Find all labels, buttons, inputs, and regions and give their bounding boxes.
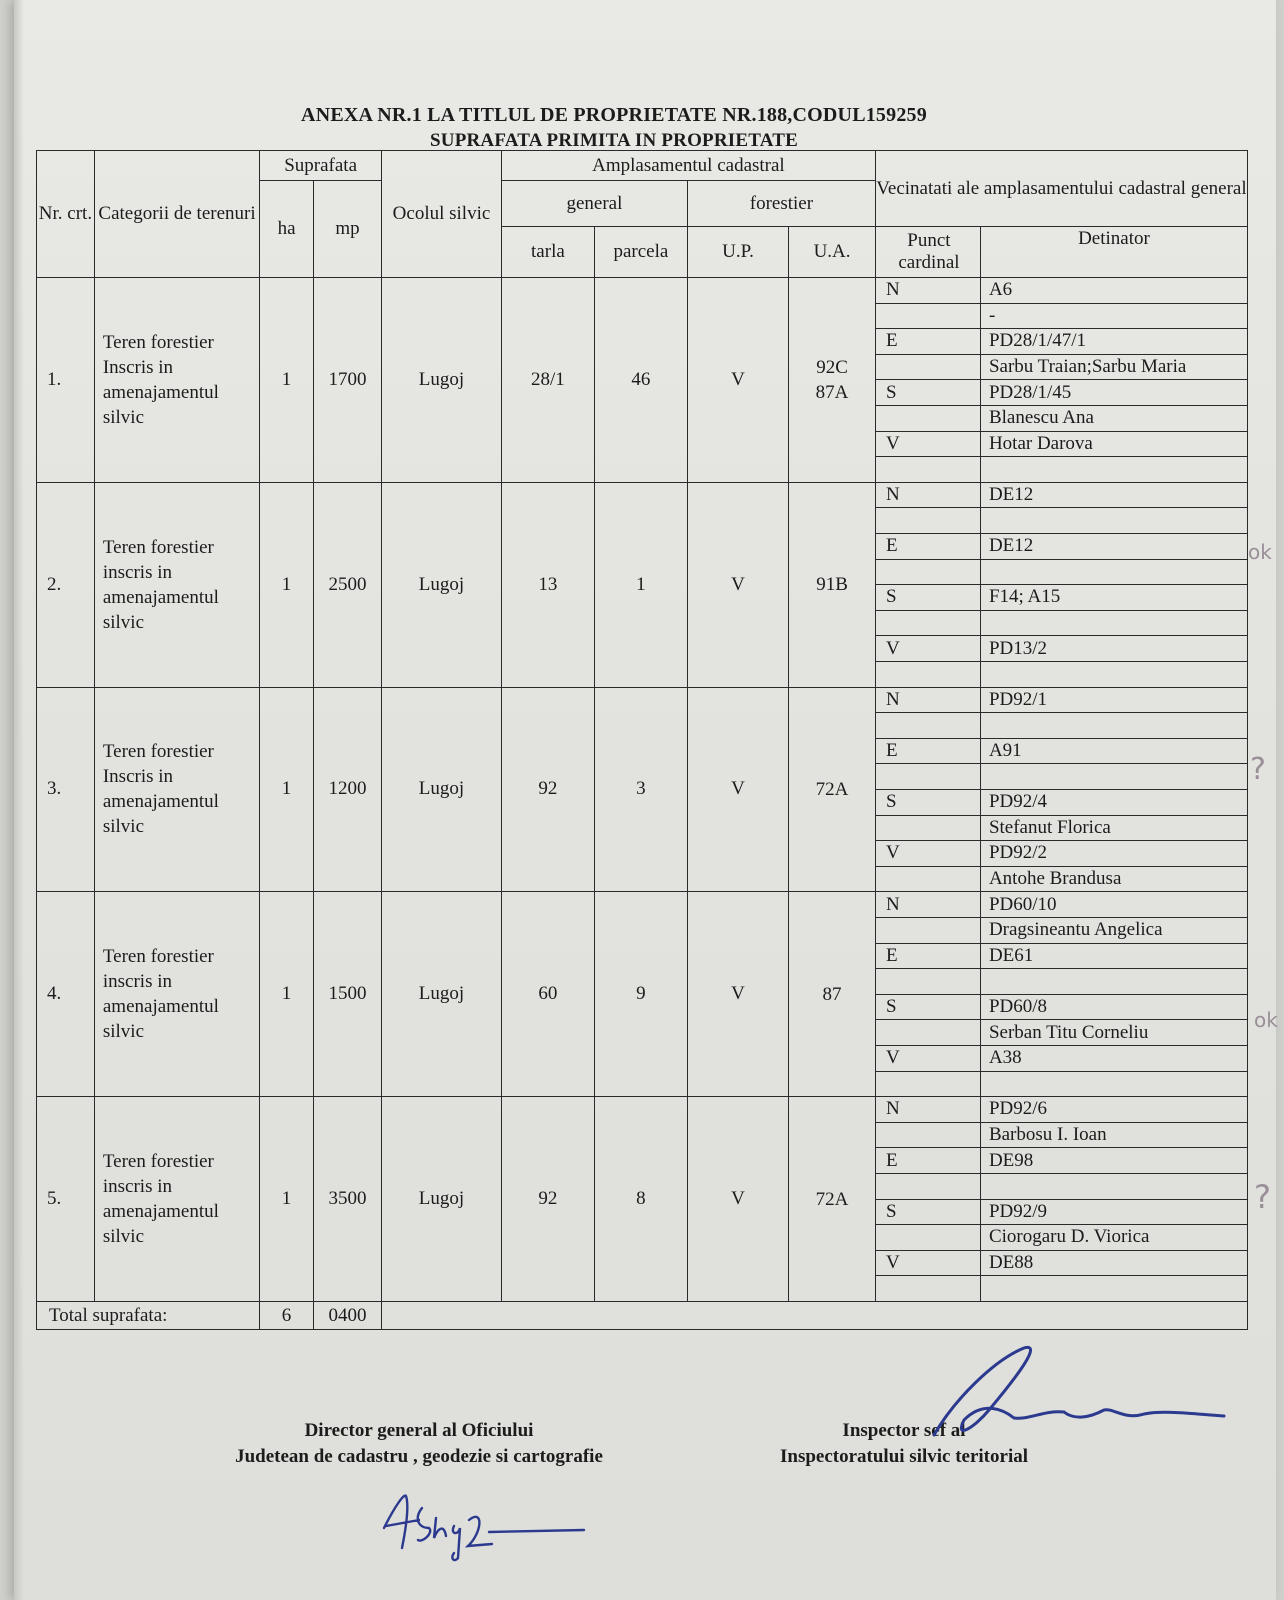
detinator: [980, 1071, 1247, 1096]
punct-cardinal: V: [876, 431, 981, 457]
punct-cardinal: [876, 1173, 981, 1199]
punct-cardinal: [876, 303, 981, 329]
detinator: A91: [980, 738, 1247, 764]
row-nr: 2.: [37, 482, 95, 687]
row-up: V: [687, 278, 788, 483]
detinator: PD60/8: [980, 994, 1247, 1020]
row-tarla: 13: [501, 482, 594, 687]
total-empty: [382, 1302, 1248, 1330]
margin-note-ok-1: ok: [1248, 540, 1272, 564]
header-ua: U.A.: [789, 227, 876, 278]
row-up: V: [687, 1097, 788, 1302]
punct-cardinal: [876, 866, 981, 891]
row-categorie: Teren forestier Inscris in amenajamentul silvic: [94, 687, 259, 892]
row-vecinatati: [875, 482, 1247, 687]
row-ocol: Lugoj: [382, 1097, 502, 1302]
document-title: ANEXA NR.1 LA TITLUL DE PROPRIETATE NR.188,CODUL159259: [301, 104, 927, 126]
punct-cardinal: [876, 1071, 981, 1096]
header-general: general: [501, 181, 687, 227]
row-parcela: 8: [594, 1097, 687, 1302]
detinator: [980, 559, 1247, 585]
row-parcela: 1: [594, 482, 687, 687]
punct-cardinal: [876, 1020, 981, 1046]
header-up: U.P.: [687, 227, 788, 278]
row-ua: 91B: [789, 482, 876, 687]
row-mp: 1700: [313, 278, 381, 483]
row-ha: 1: [260, 278, 314, 483]
punct-cardinal: E: [876, 329, 981, 355]
punct-cardinal: [876, 661, 981, 686]
detinator: -: [980, 303, 1247, 329]
punct-cardinal: E: [876, 533, 981, 559]
row-categorie: Teren forestier inscris in amenajamentul silvic: [94, 1097, 259, 1302]
punct-cardinal: N: [876, 892, 981, 917]
detinator: Ciorogaru D. Viorica: [980, 1225, 1247, 1251]
detinator: [980, 661, 1247, 686]
row-up: V: [687, 687, 788, 892]
punct-cardinal: N: [876, 688, 981, 713]
detinator: DE98: [980, 1148, 1247, 1174]
table-row: [37, 687, 1248, 892]
detinator: [980, 457, 1247, 482]
row-nr: 1.: [37, 278, 95, 483]
row-ha: 1: [260, 1097, 314, 1302]
margin-note-ok-2: ok: [1254, 1008, 1278, 1032]
detinator: PD28/1/45: [980, 380, 1247, 406]
header-tarla: tarla: [501, 227, 594, 278]
row-ocol: Lugoj: [382, 278, 502, 483]
detinator: [980, 1276, 1247, 1301]
row-ha: 1: [260, 687, 314, 892]
punct-cardinal: [876, 815, 981, 841]
detinator: F14; A15: [980, 585, 1247, 611]
row-nr: 3.: [37, 687, 95, 892]
row-vecinatati: [875, 278, 1247, 483]
row-nr: 4.: [37, 892, 95, 1097]
punct-cardinal: S: [876, 380, 981, 406]
header-punct: Punct cardinal: [876, 227, 981, 277]
table-row: [37, 1097, 1248, 1302]
detinator: Stefanut Florica: [980, 815, 1247, 841]
header-amplasament: Amplasamentul cadastral: [501, 151, 875, 181]
inspector-signature: [894, 1340, 1234, 1460]
detinator: A6: [980, 278, 1247, 303]
row-ocol: Lugoj: [382, 687, 502, 892]
detinator: PD92/1: [980, 688, 1247, 713]
punct-cardinal: V: [876, 1250, 981, 1276]
total-label: Total suprafata:: [37, 1302, 260, 1330]
header-mp: mp: [313, 181, 381, 278]
punct-cardinal: S: [876, 789, 981, 815]
row-mp: 1200: [313, 687, 381, 892]
row-up: V: [687, 482, 788, 687]
total-ha: 6: [260, 1302, 314, 1330]
header-parcela: parcela: [594, 227, 687, 278]
punct-cardinal: E: [876, 1148, 981, 1174]
detinator: PD13/2: [980, 636, 1247, 662]
inspector-title-line1: Inspector sef al: [842, 1420, 966, 1441]
row-ua: 92C 87A: [789, 278, 876, 483]
row-tarla: 92: [501, 1097, 594, 1302]
detinator: DE12: [980, 533, 1247, 559]
director-signature: [374, 1488, 614, 1568]
detinator: PD92/4: [980, 789, 1247, 815]
punct-cardinal: S: [876, 585, 981, 611]
punct-cardinal: [876, 508, 981, 534]
punct-cardinal: S: [876, 994, 981, 1020]
row-ua: 72A: [789, 1097, 876, 1302]
detinator: [980, 764, 1247, 790]
row-tarla: 92: [501, 687, 594, 892]
row-categorie: Teren forestier inscris in amenajamentul silvic: [94, 892, 259, 1097]
row-vecinatati: [875, 1097, 1247, 1302]
punct-cardinal: [876, 1276, 981, 1301]
detinator: PD60/10: [980, 892, 1247, 917]
detinator: PD92/2: [980, 841, 1247, 867]
punct-cardinal: [876, 764, 981, 790]
punct-cardinal: [876, 1122, 981, 1148]
punct-cardinal: [876, 559, 981, 585]
row-tarla: 28/1: [501, 278, 594, 483]
header-forestier: forestier: [687, 181, 875, 227]
row-tarla: 60: [501, 892, 594, 1097]
row-ha: 1: [260, 482, 314, 687]
detinator: PD28/1/47/1: [980, 329, 1247, 355]
director-title-line2: Judetean de cadastru , geodezie si cartografie: [235, 1446, 603, 1467]
row-parcela: 46: [594, 278, 687, 483]
header-categorii: Categorii de terenuri: [94, 151, 259, 278]
punct-cardinal: E: [876, 943, 981, 969]
document-sheet: [14, 0, 1276, 1600]
detinator: [980, 610, 1247, 636]
detinator: Serban Titu Corneliu: [980, 1020, 1247, 1046]
punct-cardinal: [876, 1225, 981, 1251]
detinator: PD92/9: [980, 1199, 1247, 1225]
detinator: DE61: [980, 943, 1247, 969]
header-ha: ha: [260, 181, 314, 278]
inspector-title-line2: Inspectoratului silvic teritorial: [779, 1446, 1029, 1467]
row-mp: 3500: [313, 1097, 381, 1302]
punct-cardinal: V: [876, 1045, 981, 1071]
punct-cardinal: [876, 610, 981, 636]
punct-cardinal: [876, 917, 981, 943]
table-row: [37, 482, 1248, 687]
row-categorie: Teren forestier inscris in amenajamentul silvic: [94, 482, 259, 687]
document-subtitle: SUPRAFATA PRIMITA IN PROPRIETATE: [430, 130, 798, 151]
detinator: DE88: [980, 1250, 1247, 1276]
detinator: Barbosu I. Ioan: [980, 1122, 1247, 1148]
punct-cardinal: [876, 354, 981, 380]
margin-note-question-2: ?: [1254, 1178, 1271, 1216]
row-vecinatati: [875, 687, 1247, 892]
punct-cardinal: [876, 457, 981, 482]
table-row: [37, 892, 1248, 1097]
detinator: [980, 969, 1247, 995]
detinator: Blanescu Ana: [980, 405, 1247, 431]
punct-cardinal: V: [876, 636, 981, 662]
detinator: Hotar Darova: [980, 431, 1247, 457]
detinator: DE12: [980, 483, 1247, 508]
punct-cardinal: N: [876, 483, 981, 508]
row-up: V: [687, 892, 788, 1097]
detinator: Dragsineantu Angelica: [980, 917, 1247, 943]
row-parcela: 3: [594, 687, 687, 892]
punct-cardinal: [876, 969, 981, 995]
detinator: PD92/6: [980, 1097, 1247, 1122]
row-ocol: Lugoj: [382, 482, 502, 687]
header-detinator: Detinator: [1078, 228, 1150, 249]
director-title-line1: Director general al Oficiului: [304, 1420, 534, 1441]
row-nr: 5.: [37, 1097, 95, 1302]
row-ua: 72A: [789, 687, 876, 892]
table-row: [37, 278, 1248, 483]
header-suprafata: Suprafata: [260, 151, 382, 181]
row-parcela: 9: [594, 892, 687, 1097]
punct-cardinal: [876, 405, 981, 431]
property-table: [36, 150, 1248, 1330]
punct-cardinal: N: [876, 278, 981, 303]
punct-cardinal: [876, 713, 981, 739]
detinator: [980, 508, 1247, 534]
signature-label-director: [184, 1418, 654, 1470]
margin-note-question-1: ?: [1250, 752, 1266, 787]
header-vecini-sub: [875, 227, 1247, 278]
punct-cardinal: N: [876, 1097, 981, 1122]
detinator: [980, 1173, 1247, 1199]
row-ua: 87: [789, 892, 876, 1097]
punct-cardinal: S: [876, 1199, 981, 1225]
total-mp: 0400: [313, 1302, 381, 1330]
row-ocol: Lugoj: [382, 892, 502, 1097]
row-mp: 1500: [313, 892, 381, 1097]
header-nr: Nr. crt.: [37, 151, 95, 278]
punct-cardinal: V: [876, 841, 981, 867]
header-ocolul: Ocolul silvic: [382, 151, 502, 278]
header-vecinatati: Vecinatati ale amplasamentului cadastral general: [875, 151, 1247, 227]
punct-cardinal: E: [876, 738, 981, 764]
row-mp: 2500: [313, 482, 381, 687]
detinator: A38: [980, 1045, 1247, 1071]
row-ha: 1: [260, 892, 314, 1097]
detinator: Antohe Brandusa: [988, 868, 1122, 890]
row-categorie: Teren forestier Inscris in amenajamentul silvic: [94, 278, 259, 483]
detinator: Sarbu Traian;Sarbu Maria: [980, 354, 1247, 380]
row-vecinatati: [875, 892, 1247, 1097]
detinator: [980, 713, 1247, 739]
